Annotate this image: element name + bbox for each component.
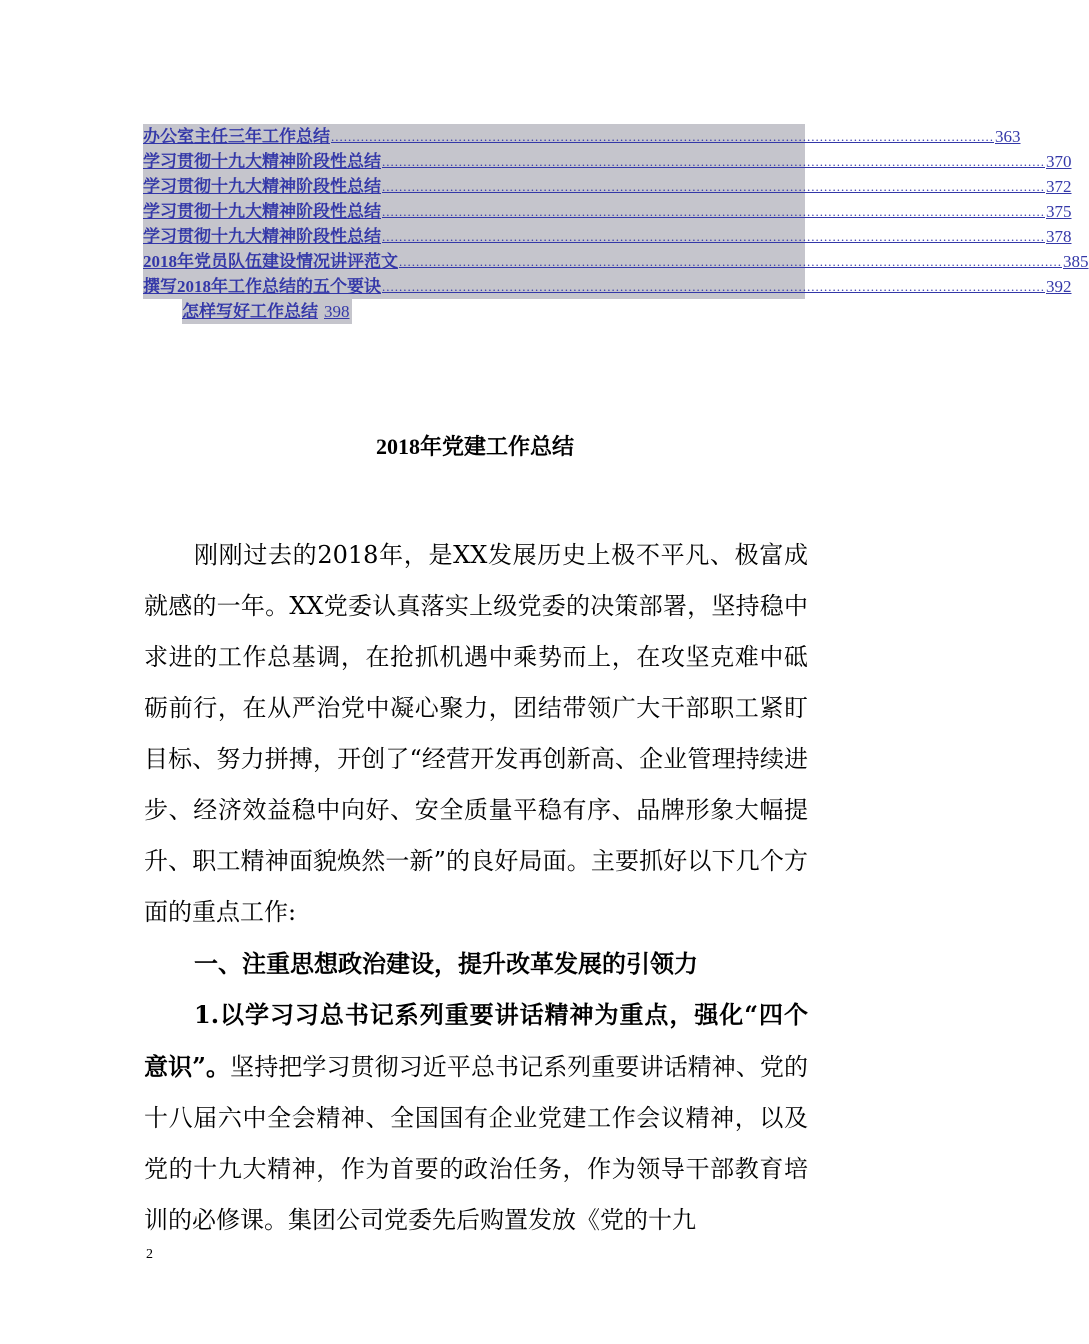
toc-entry[interactable]: [143, 149, 1072, 174]
toc-entry[interactable]: [143, 124, 1021, 149]
toc-entry-title[interactable]: 办公室主任三年工作总结: [143, 127, 330, 146]
toc-entry-title[interactable]: 撰写2018年工作总结的五个要诀: [143, 277, 381, 296]
toc-leader-dots: ............................................................................................................................................................: [382, 179, 1045, 194]
toc-entry[interactable]: [143, 199, 1072, 224]
toc-entry[interactable]: [143, 274, 1072, 299]
toc-entry-page[interactable]: 398: [324, 302, 350, 321]
toc-entry-title[interactable]: 学习贯彻十九大精神阶段性总结: [143, 227, 381, 246]
toc-leader-dots: ............................................................................................................................................................: [399, 254, 1062, 269]
toc-entry-page[interactable]: 375: [1046, 202, 1072, 221]
toc-entry-page[interactable]: 385: [1063, 252, 1089, 271]
toc-entry-page[interactable]: 370: [1046, 152, 1072, 171]
page-number: 2: [146, 1247, 153, 1262]
subsection-body: 坚持把学习贯彻习近平总书记系列重要讲话精神、党的十八届六中全会精神、全国国有企业党建工作会议精神，以及党的十九大精神，作为首要的政治任务，作为领导干部教育培训的必修课。集团公司党委先后购置发放《党的十九: [144, 1053, 809, 1234]
toc-entry-title[interactable]: 2018年党员队伍建设情况讲评范文: [143, 252, 398, 271]
toc-entry-title[interactable]: 学习贯彻十九大精神阶段性总结: [143, 152, 381, 171]
toc-entry-title[interactable]: 怎样写好工作总结: [182, 302, 318, 321]
toc-leader-dots: ............................................................................................................................................................: [382, 229, 1045, 244]
toc-entry-page[interactable]: 392: [1046, 277, 1072, 296]
toc-leader-dots: ............................................................................................................................................................: [382, 204, 1045, 219]
toc-entry[interactable]: [143, 249, 1089, 274]
toc-leader-dots: ............................................................................................................................................................: [382, 154, 1045, 169]
toc-entry-title[interactable]: 学习贯彻十九大精神阶段性总结: [143, 177, 381, 196]
toc-entry[interactable]: [143, 224, 1072, 249]
toc-entry-last[interactable]: [182, 299, 352, 324]
table-of-contents: [143, 124, 1089, 299]
toc-leader-dots: ............................................................................................................................................................: [382, 279, 1045, 294]
toc-entry-title[interactable]: 学习贯彻十九大精神阶段性总结: [143, 202, 381, 221]
subsection-paragraph: [144, 989, 808, 1246]
intro-paragraph: 刚刚过去的2018年，是XX发展历史上极不平凡、极富成就感的一年。XX党委认真落实上级党委的决策部署，坚持稳中求进的工作总基调，在抢抓机遇中乘势而上，在攻坚克难中砥砺前行，在从严治党中凝心聚力，团结带领广大干部职工紧盯目标、努力拼搏，开创了“经营开发再创新高、企业管理持续进步、经济效益稳中向好、安全质量平稳有序、品牌形象大幅提升、职工精神面貌焕然一新”的良好局面。主要抓好以下几个方面的重点工作:: [144, 541, 808, 926]
toc-entry-page[interactable]: 363: [995, 127, 1021, 146]
toc-leader-dots: ............................................................................................................................................................: [331, 129, 994, 144]
document-title: 2018年党建工作总结: [375, 434, 574, 459]
subsection-heading: 1.以学习习总书记系列重要讲话精神为重点，强化“四个意识”。: [144, 1000, 808, 1081]
document-body: [144, 530, 808, 1246]
toc-entry[interactable]: [143, 174, 1072, 199]
section-heading: 一、注重思想政治建设，提升改革发展的引领力: [194, 949, 698, 978]
toc-entry-page[interactable]: 372: [1046, 177, 1072, 196]
toc-entry-page[interactable]: 378: [1046, 227, 1072, 246]
